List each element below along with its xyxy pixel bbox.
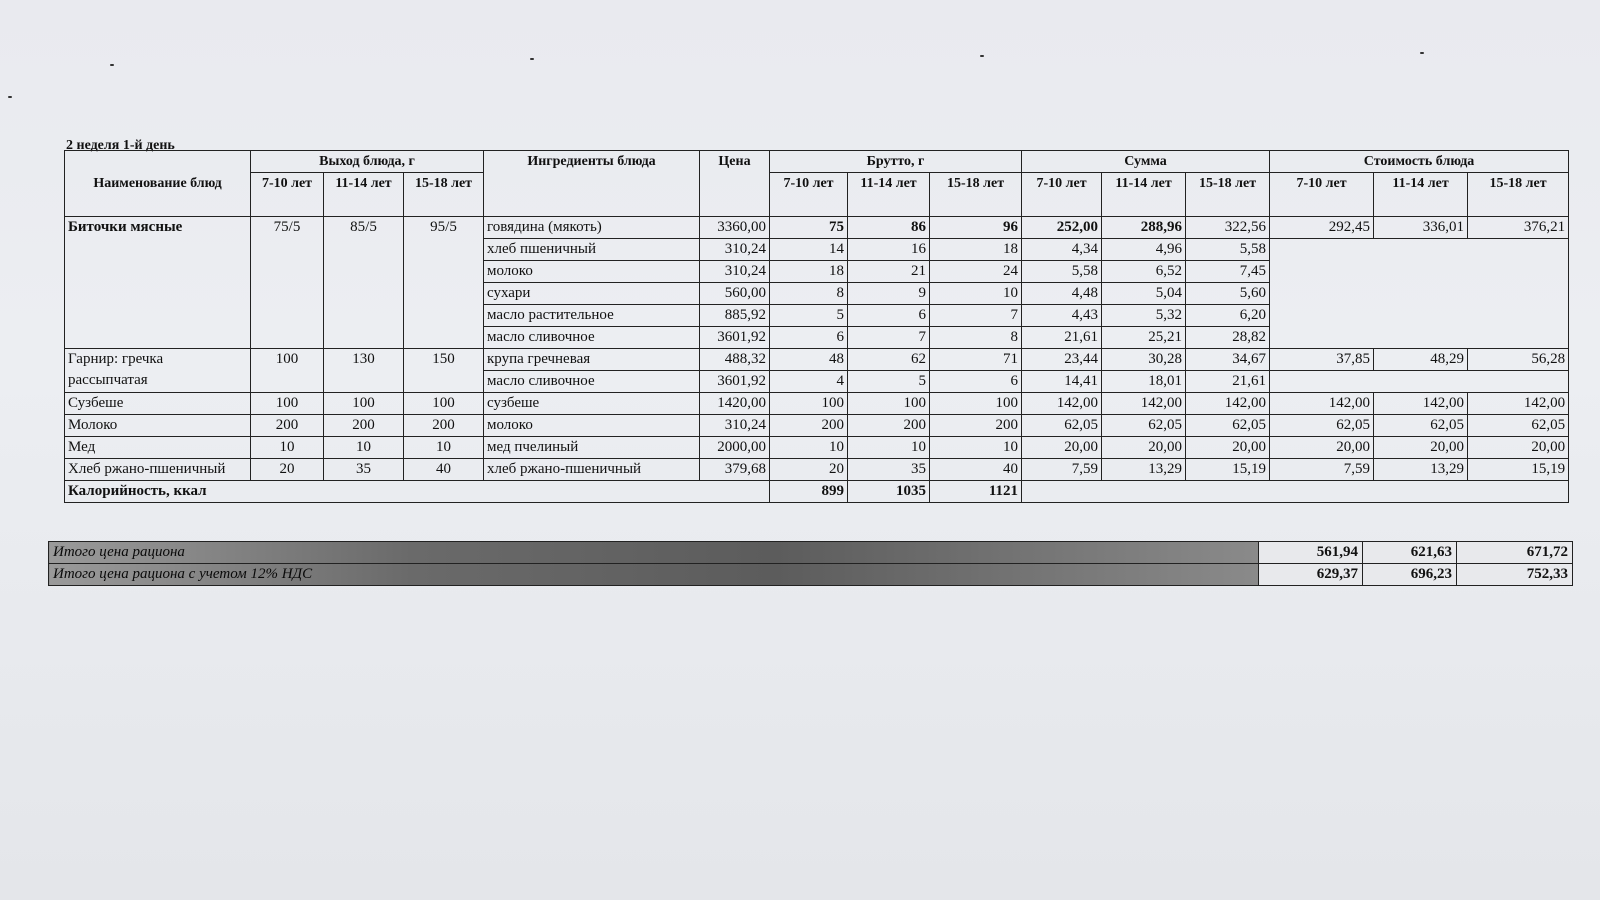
dish-name: Биточки мясные (65, 217, 251, 349)
price-cell: 560,00 (700, 283, 770, 305)
calories-value: 1121 (930, 481, 1022, 503)
header-price: Цена (700, 151, 770, 217)
yield-cell: 75/5 (251, 217, 324, 349)
table-body (65, 217, 1569, 503)
brutto-cell: 75 (770, 217, 848, 239)
sum-cell: 7,59 (1022, 459, 1102, 481)
dish-name: Хлеб ржано-пшеничный (65, 459, 251, 481)
sum-cell: 15,19 (1186, 459, 1270, 481)
price-cell: 2000,00 (700, 437, 770, 459)
sum-cell: 13,29 (1102, 459, 1186, 481)
brutto-cell: 35 (848, 459, 930, 481)
yield-cell: 95/5 (404, 217, 484, 349)
header-dish-name: Наименование блюд (65, 151, 251, 217)
yield-cell: 150 (404, 349, 484, 393)
total-label: Итого цена рациона (49, 542, 1259, 564)
sum-cell: 20,00 (1186, 437, 1270, 459)
brutto-cell: 40 (930, 459, 1022, 481)
sum-cell: 322,56 (1186, 217, 1270, 239)
yield-cell: 200 (251, 415, 324, 437)
header-age: 11-14 лет (848, 173, 930, 217)
brutto-cell: 9 (848, 283, 930, 305)
yield-cell: 85/5 (324, 217, 404, 349)
header-yield: Выход блюда, г (251, 151, 484, 173)
table-row (65, 349, 1569, 371)
brutto-cell: 20 (770, 459, 848, 481)
header-age: 11-14 лет (1374, 173, 1468, 217)
price-cell: 885,92 (700, 305, 770, 327)
speck (980, 55, 984, 57)
speck (8, 96, 12, 98)
sum-cell: 4,43 (1022, 305, 1102, 327)
sum-cell: 21,61 (1186, 371, 1270, 393)
brutto-cell: 100 (770, 393, 848, 415)
header-ingredients: Ингредиенты блюда (484, 151, 700, 217)
sum-cell: 14,41 (1022, 371, 1102, 393)
sum-cell: 28,82 (1186, 327, 1270, 349)
cost-cell: 48,29 (1374, 349, 1468, 371)
speck (110, 64, 114, 66)
header-brutto: Брутто, г (770, 151, 1022, 173)
calories-value: 899 (770, 481, 848, 503)
price-cell: 3601,92 (700, 371, 770, 393)
brutto-cell: 14 (770, 239, 848, 261)
sum-cell: 6,52 (1102, 261, 1186, 283)
empty-calories-area (1022, 481, 1569, 503)
price-cell: 488,32 (700, 349, 770, 371)
brutto-cell: 8 (770, 283, 848, 305)
ingredient-name: говядина (мякоть) (484, 217, 700, 239)
brutto-cell: 4 (770, 371, 848, 393)
brutto-cell: 100 (848, 393, 930, 415)
cost-cell: 376,21 (1468, 217, 1569, 239)
header-age: 7-10 лет (251, 173, 324, 217)
brutto-cell: 10 (848, 437, 930, 459)
ingredient-name: сухари (484, 283, 700, 305)
header-age: 11-14 лет (1102, 173, 1186, 217)
cost-cell: 20,00 (1468, 437, 1569, 459)
sum-cell: 4,48 (1022, 283, 1102, 305)
ingredient-name: молоко (484, 261, 700, 283)
calories-label: Калорийность, ккал (65, 481, 770, 503)
cost-cell: 62,05 (1270, 415, 1374, 437)
sum-cell: 62,05 (1186, 415, 1270, 437)
brutto-cell: 5 (848, 371, 930, 393)
brutto-cell: 71 (930, 349, 1022, 371)
dish-name: Молоко (65, 415, 251, 437)
total-row (49, 542, 1573, 564)
brutto-cell: 8 (930, 327, 1022, 349)
ingredient-name: масло растительное (484, 305, 700, 327)
calories-row (65, 481, 1569, 503)
ingredient-name: мед пчелиный (484, 437, 700, 459)
price-cell: 310,24 (700, 415, 770, 437)
sum-cell: 252,00 (1022, 217, 1102, 239)
sum-cell: 142,00 (1022, 393, 1102, 415)
sum-cell: 4,34 (1022, 239, 1102, 261)
sum-cell: 7,45 (1186, 261, 1270, 283)
cost-cell: 56,28 (1468, 349, 1569, 371)
yield-cell: 100 (251, 393, 324, 415)
brutto-cell: 200 (848, 415, 930, 437)
header-age: 7-10 лет (1270, 173, 1374, 217)
cost-cell: 62,05 (1468, 415, 1569, 437)
dish-name-line: рассыпчатая (68, 372, 148, 388)
brutto-cell: 86 (848, 217, 930, 239)
total-row (49, 564, 1573, 586)
price-cell: 379,68 (700, 459, 770, 481)
brutto-cell: 16 (848, 239, 930, 261)
calories-value: 1035 (848, 481, 930, 503)
cost-cell: 15,19 (1468, 459, 1569, 481)
header-age: 15-18 лет (1186, 173, 1270, 217)
page-caption: 2 неделя 1-й день (66, 138, 175, 153)
brutto-cell: 24 (930, 261, 1022, 283)
brutto-cell: 7 (930, 305, 1022, 327)
sum-cell: 6,20 (1186, 305, 1270, 327)
table-row (65, 437, 1569, 459)
total-value: 621,63 (1363, 542, 1457, 564)
brutto-cell: 18 (930, 239, 1022, 261)
brutto-cell: 200 (930, 415, 1022, 437)
header-age: 15-18 лет (1468, 173, 1569, 217)
totals-table (48, 541, 1573, 586)
ingredient-name: хлеб ржано-пшеничный (484, 459, 700, 481)
table-row (65, 393, 1569, 415)
sum-cell: 5,32 (1102, 305, 1186, 327)
cost-cell: 20,00 (1374, 437, 1468, 459)
sum-cell: 30,28 (1102, 349, 1186, 371)
table-row (65, 415, 1569, 437)
speck (530, 58, 534, 60)
brutto-cell: 7 (848, 327, 930, 349)
total-label: Итого цена рациона с учетом 12% НДС (49, 564, 1259, 586)
brutto-cell: 6 (848, 305, 930, 327)
cost-cell: 13,29 (1374, 459, 1468, 481)
header-age: 15-18 лет (930, 173, 1022, 217)
speck (1420, 52, 1424, 54)
brutto-cell: 18 (770, 261, 848, 283)
sum-cell: 288,96 (1102, 217, 1186, 239)
cost-cell: 142,00 (1468, 393, 1569, 415)
sum-cell: 5,58 (1186, 239, 1270, 261)
price-cell: 3601,92 (700, 327, 770, 349)
dish-name (65, 349, 251, 393)
sum-cell: 62,05 (1022, 415, 1102, 437)
price-cell: 310,24 (700, 239, 770, 261)
sum-cell: 142,00 (1102, 393, 1186, 415)
sum-cell: 18,01 (1102, 371, 1186, 393)
brutto-cell: 10 (770, 437, 848, 459)
ingredient-name: масло сливочное (484, 371, 700, 393)
price-cell: 3360,00 (700, 217, 770, 239)
yield-cell: 10 (251, 437, 324, 459)
empty-cost-area (1270, 239, 1569, 349)
brutto-cell: 48 (770, 349, 848, 371)
yield-cell: 100 (251, 349, 324, 393)
sum-cell: 4,96 (1102, 239, 1186, 261)
total-value: 752,33 (1457, 564, 1573, 586)
brutto-cell: 6 (930, 371, 1022, 393)
table-row (65, 217, 1569, 239)
dish-name: Сузбеше (65, 393, 251, 415)
price-cell: 310,24 (700, 261, 770, 283)
cost-cell: 37,85 (1270, 349, 1374, 371)
table-row (65, 459, 1569, 481)
header-cost: Стоимость блюда (1270, 151, 1569, 173)
cost-cell: 7,59 (1270, 459, 1374, 481)
brutto-cell: 200 (770, 415, 848, 437)
total-value: 696,23 (1363, 564, 1457, 586)
ingredient-name: молоко (484, 415, 700, 437)
price-cell: 1420,00 (700, 393, 770, 415)
sum-cell: 20,00 (1022, 437, 1102, 459)
sum-cell: 25,21 (1102, 327, 1186, 349)
yield-cell: 10 (324, 437, 404, 459)
brutto-cell: 21 (848, 261, 930, 283)
dish-name: Мед (65, 437, 251, 459)
brutto-cell: 10 (930, 283, 1022, 305)
yield-cell: 100 (404, 393, 484, 415)
header-age: 11-14 лет (324, 173, 404, 217)
sum-cell: 34,67 (1186, 349, 1270, 371)
sum-cell: 5,04 (1102, 283, 1186, 305)
sum-cell: 62,05 (1102, 415, 1186, 437)
cost-cell: 292,45 (1270, 217, 1374, 239)
yield-cell: 130 (324, 349, 404, 393)
cost-cell: 142,00 (1270, 393, 1374, 415)
empty-cost-area (1270, 371, 1569, 393)
sum-cell: 5,60 (1186, 283, 1270, 305)
brutto-cell: 5 (770, 305, 848, 327)
menu-table (64, 150, 1569, 503)
cost-cell: 336,01 (1374, 217, 1468, 239)
header-age: 7-10 лет (1022, 173, 1102, 217)
sum-cell: 20,00 (1102, 437, 1186, 459)
sum-cell: 23,44 (1022, 349, 1102, 371)
total-value: 561,94 (1259, 542, 1363, 564)
total-value: 671,72 (1457, 542, 1573, 564)
sum-cell: 5,58 (1022, 261, 1102, 283)
ingredient-name: крупа гречневая (484, 349, 700, 371)
brutto-cell: 62 (848, 349, 930, 371)
yield-cell: 35 (324, 459, 404, 481)
ingredient-name: хлеб пшеничный (484, 239, 700, 261)
yield-cell: 20 (251, 459, 324, 481)
yield-cell: 10 (404, 437, 484, 459)
brutto-cell: 6 (770, 327, 848, 349)
cost-cell: 142,00 (1374, 393, 1468, 415)
dish-name-line: Гарнир: гречка (68, 351, 164, 367)
brutto-cell: 96 (930, 217, 1022, 239)
cost-cell: 62,05 (1374, 415, 1468, 437)
header-sum: Сумма (1022, 151, 1270, 173)
cost-cell: 20,00 (1270, 437, 1374, 459)
yield-cell: 100 (324, 393, 404, 415)
table-header (65, 151, 1569, 217)
ingredient-name: масло сливочное (484, 327, 700, 349)
yield-cell: 200 (324, 415, 404, 437)
sum-cell: 142,00 (1186, 393, 1270, 415)
header-age: 7-10 лет (770, 173, 848, 217)
header-age: 15-18 лет (404, 173, 484, 217)
brutto-cell: 10 (930, 437, 1022, 459)
yield-cell: 40 (404, 459, 484, 481)
ingredient-name: сузбеше (484, 393, 700, 415)
total-value: 629,37 (1259, 564, 1363, 586)
brutto-cell: 100 (930, 393, 1022, 415)
sum-cell: 21,61 (1022, 327, 1102, 349)
yield-cell: 200 (404, 415, 484, 437)
